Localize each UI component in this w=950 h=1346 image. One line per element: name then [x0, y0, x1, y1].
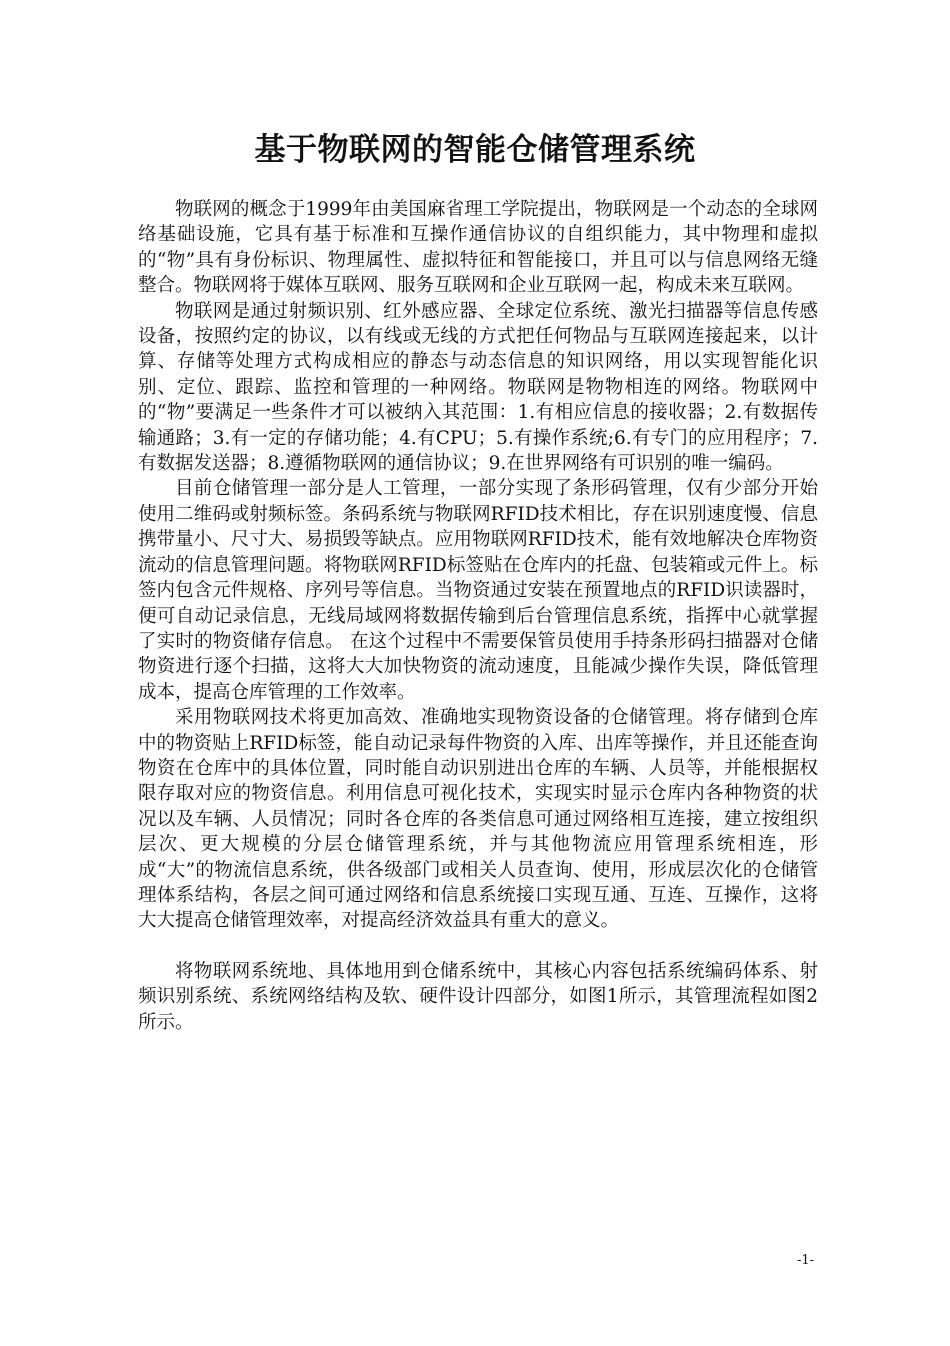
- document-title: 基于物联网的智能仓储管理系统: [254, 132, 696, 168]
- paragraph-system-components: 将物联网系统地、具体地用到仓储系统中，其核心内容包括系统编码体系、射频识别系统、系统网络结构及软、硬件设计四部分，如图1所示，其管理流程如图2 所示。: [138, 960, 818, 1033]
- paragraph-iot-definition: 物联网是通过射频识别、红外感应器、全球定位系统、激光扫描器等信息传感设备，按照约定的协议，以有线或无线的方式把任何物品与互联网连接起来，以计算、存储等处理方式构成相应的静态与动态信息的知识网络，用以实现智能化识别、定位、跟踪、监控和管理的一种网络。物联网是物物相连的网络。物联网中的“物”要满足一些条件才可以被纳入其范围：1.有相应信息的接收器；2.有数据传输通路；3.有一定的存储功能；4.有CPU；5.有操作系统;6.有专门的应用程序；7.有数据发送器；8.遵循物联网的通信协议；9.在世界网络有可识别的唯一编码。: [138, 300, 818, 475]
- paragraph-iot-warehouse-benefits: 采用物联网技术将更加高效、准确地实现物资设备的仓储管理。将存储到仓库中的物资贴上RFID标签，能自动记录每件物资的入库、出库等操作，并且还能查询物资在仓库中的具体位置，同时能自动识别进出仓库的车辆、人员等，并能根据权限存取对应的物资信息。利用信息可视化技术，实现实时显示仓库内各种物资的状况以及车辆、人员情况；同时各仓库的各类信息可通过网络相互连接，建立按组织层次、更大规模的分层仓储管理系统，并与其他物流应用管理系统相连，形成“大”的物流信息系统，供各级部门或相关人员查询、使用，形成层次化的仓储管理体系结构，各层之间可通过网络和信息系统接口实现互通、互连、互操作，这将大大提高仓储管理效率，对提高经济效益具有重大的意义。: [138, 707, 818, 932]
- page-number: -1-: [796, 1253, 814, 1268]
- document-body: [138, 197, 818, 1035]
- paragraph-warehouse-current-state: 目前仓储管理一部分是人工管理，一部分实现了条形码管理，仅有少部分开始使用二维码或射频标签。条码系统与物联网RFID技术相比，存在识别速度慢、信息携带量小、尺寸大、易损毁等缺点。应用物联网RFID技术，能有效地解决仓库物资流动的信息管理问题。将物联网RFID标签贴在仓库内的托盘、包装箱或元件上。标签内包含元件规格、序列号等信息。当物资通过安装在预置地点的RFID识读器时，便可自动记录信息，无线局域网将数据传输到后台管理信息系统，指挥中心就掌握了实时的物资储存信息。 在这个过程中不需要保管员使用手持条形码扫描器对仓储物资进行逐个扫描，这将大大加快物资的流动速度，且能减少操作失误，降低管理成本，提高仓库管理的工作效率。: [138, 478, 818, 703]
- paragraph-iot-concept: 物联网的概念于1999年由美国麻省理工学院提出，物联网是一个动态的全球网络基础设施，它具有基于标准和互操作通信协议的自组织能力，其中物理和虚拟的“物”具有身份标识、物理属性、虚拟特征和智能接口，并且可以与信息网络无缝整合。物联网将于媒体互联网、服务互联网和企业互联网一起，构成未来互联网。: [138, 199, 818, 297]
